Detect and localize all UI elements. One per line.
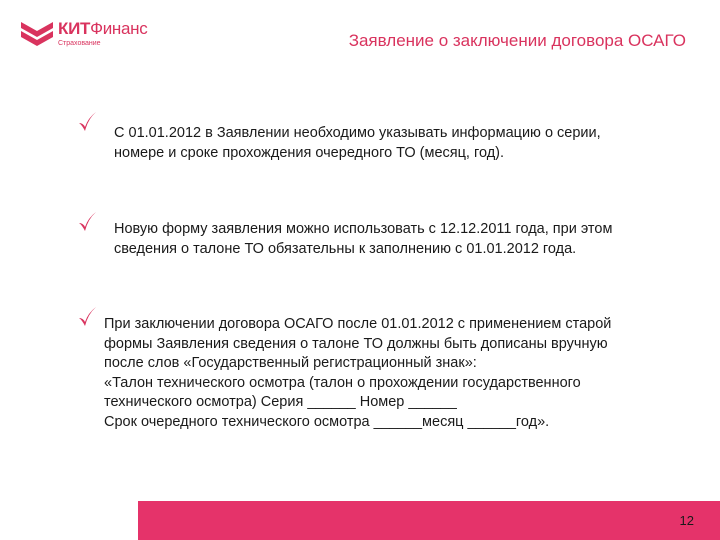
bullet-line: Срок очередного технического осмотра ______месяц ______год». bbox=[104, 413, 550, 430]
bullet-line: сведения о талоне ТО обязательны к заполнению с 01.01.2012 года. bbox=[114, 240, 577, 257]
bullet-line: формы Заявления сведения о талоне ТО должны быть дописаны вручную bbox=[104, 335, 608, 352]
bullet-text bbox=[104, 315, 684, 432]
logo-brand-light: Финанс bbox=[90, 19, 148, 38]
slide-title: Заявление о заключении договора ОСАГО bbox=[348, 31, 686, 50]
bullet-line: При заключении договора ОСАГО после 01.01.2012 с применением старой bbox=[104, 316, 612, 332]
bullet-text bbox=[114, 220, 684, 259]
checkmark-icon bbox=[77, 211, 97, 233]
bullet-line: номере и сроке прохождения очередного ТО (месяц, год). bbox=[114, 144, 505, 161]
bullet-line: С 01.01.2012 в Заявлении необходимо указывать информацию о серии, bbox=[114, 125, 601, 141]
bullet-line: технического осмотра) Серия ______ Номер ______ bbox=[104, 394, 457, 410]
logo-subtitle: Страхование bbox=[58, 40, 101, 47]
bullet-line: Новую форму заявления можно использовать с 12.12.2011 года, при этом bbox=[114, 221, 613, 237]
page-number: 12 bbox=[679, 513, 694, 528]
bullet-line: после слов «Государственный регистрационный знак»: bbox=[104, 355, 477, 371]
logo-brand-text bbox=[58, 19, 147, 39]
logo-brand-bold: КИТ bbox=[58, 19, 91, 38]
kit-finance-logo-icon bbox=[20, 18, 54, 46]
company-logo bbox=[20, 16, 150, 50]
bullet-line: «Талон технического осмотра (талон о прохождении государственного bbox=[104, 374, 581, 391]
footer-bar bbox=[138, 501, 720, 540]
checkmark-icon bbox=[77, 306, 97, 328]
checkmark-icon bbox=[77, 111, 97, 133]
bullet-text bbox=[114, 124, 684, 163]
